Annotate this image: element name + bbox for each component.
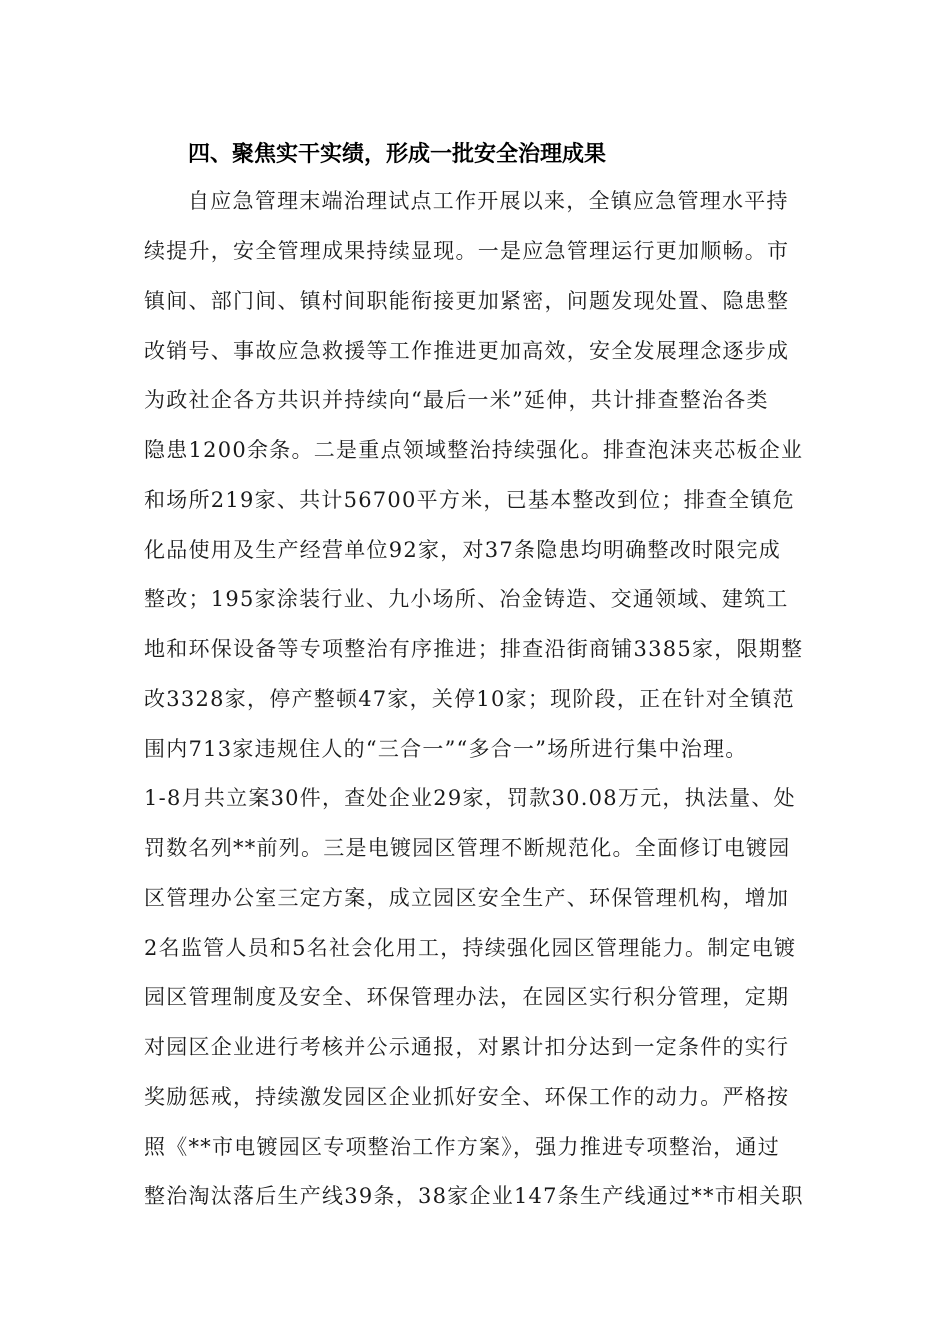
paragraph-line: 园区管理制度及安全、环保管理办法，在园区实行积分管理，定期	[144, 985, 790, 1009]
paragraph-line: 围内713家违规住人的“三合一”“多合一”场所进行集中治理。	[144, 737, 748, 761]
paragraph-line: 区管理办公室三定方案，成立园区安全生产、环保管理机构，增加	[144, 886, 790, 910]
paragraph-line: 改销号、事故应急救援等工作推进更加高效，安全发展理念逐步成	[144, 339, 790, 363]
paragraph-line: 镇间、部门间、镇村间职能衔接更加紧密，问题发现处置、隐患整	[144, 289, 790, 313]
paragraph-line: 罚数名列**前列。三是电镀园区管理不断规范化。全面修订电镀园	[144, 836, 791, 860]
paragraph-line: 和场所219家、共计56700平方米，已基本整改到位；排查全镇危	[144, 488, 795, 512]
paragraph-line: 地和环保设备等专项整治有序推进；排查沿街商铺3385家，限期整	[144, 637, 804, 661]
paragraph-line: 隐患1200余条。二是重点领域整治持续强化。排查泡沫夹芯板企业	[144, 438, 804, 462]
paragraph-line: 奖励惩戒，持续激发园区企业抓好安全、环保工作的动力。严格按	[144, 1085, 790, 1109]
paragraph-line: 对园区企业进行考核并公示通报，对累计扣分达到一定条件的实行	[144, 1035, 790, 1059]
paragraph-line: 整治淘汰落后生产线39条，38家企业147条生产线通过**市相关职	[144, 1184, 804, 1208]
section-heading: 四、聚焦实干实绩，形成一批安全治理成果	[188, 141, 607, 167]
paragraph-line: 续提升，安全管理成果持续显现。一是应急管理运行更加顺畅。市	[144, 239, 790, 263]
paragraph-line: 改3328家，停产整顿47家，关停10家；现阶段，正在针对全镇范	[144, 687, 795, 711]
paragraph-line: 化品使用及生产经营单位92家，对37条隐患均明确整改时限完成	[144, 538, 781, 562]
paragraph-line: 2名监管人员和5名社会化用工，持续强化园区管理能力。制定电镀	[144, 936, 797, 960]
paragraph-line: 自应急管理末端治理试点工作开展以来，全镇应急管理水平持	[188, 189, 789, 213]
paragraph-line: 整改；195家涂装行业、九小场所、冶金铸造、交通领域、建筑工	[144, 587, 789, 611]
paragraph-line: 1-8月共立案30件，查处企业29家，罚款30.08万元，执法量、处	[144, 786, 796, 810]
paragraph-line: 为政社企各方共识并持续向“最后一米”延伸，共计排查整治各类	[144, 388, 769, 412]
paragraph-line: 照《**市电镀园区专项整治工作方案》，强力推进专项整治，通过	[144, 1135, 780, 1159]
